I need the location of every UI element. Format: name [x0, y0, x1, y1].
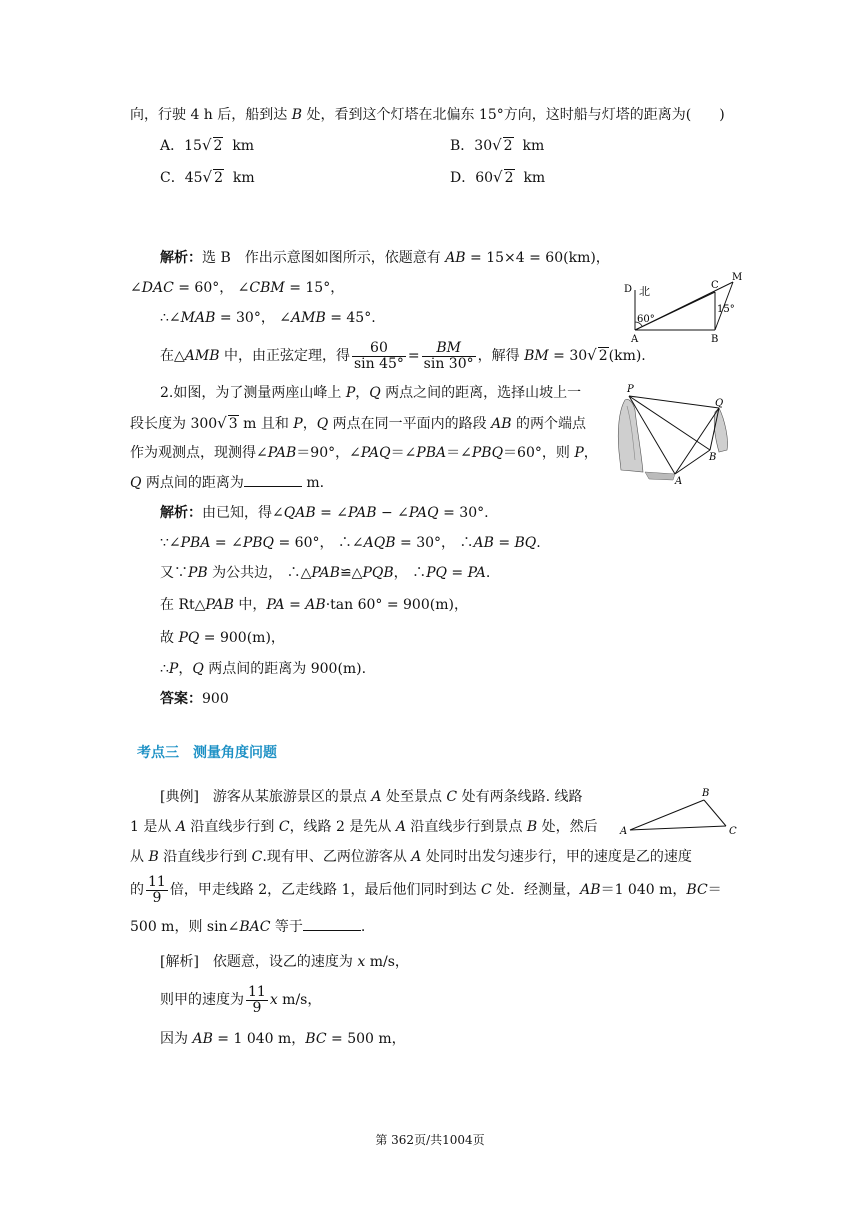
var: PAB: [311, 565, 340, 581]
option-text: B．30: [450, 138, 493, 154]
text: 选 B 作出示意图如图所示，依题意有: [202, 250, 446, 266]
var: BM: [524, 348, 549, 364]
numerator: 11: [248, 983, 266, 1000]
text: (km).: [608, 348, 646, 364]
var: AB: [473, 535, 494, 551]
text: ＝90°，∠: [296, 445, 361, 461]
sol1-line3: [160, 308, 376, 328]
sol3-line3: [160, 1029, 406, 1049]
ex-line5: [130, 917, 365, 937]
text: 处同时出发匀速步行，甲的速度是乙的速度: [421, 849, 692, 865]
label-q: Q: [715, 398, 724, 409]
denominator: 9: [152, 889, 162, 906]
text: =: [446, 565, 468, 581]
var: PAQ: [360, 445, 391, 461]
label-b: B: [711, 334, 719, 345]
numerator: 60: [352, 341, 406, 357]
label-c: C: [711, 280, 719, 291]
text: = 60°， ∠: [173, 280, 250, 296]
unit: km: [232, 138, 255, 154]
var: BC: [305, 1031, 327, 1047]
label-m: M: [732, 272, 743, 283]
q2-line4: [130, 473, 324, 493]
unit: km: [522, 138, 545, 154]
text: 依题意，设乙的速度为: [198, 954, 358, 970]
var: PBA: [180, 535, 211, 551]
text: .: [485, 565, 491, 581]
page-number: 第 362页/共1004页: [375, 1133, 485, 1147]
equals: =: [407, 348, 420, 364]
q1-line: [130, 105, 725, 125]
sol2-line3: [160, 563, 490, 583]
var: AQB: [363, 535, 396, 551]
text: = 1 040 m，: [212, 1031, 306, 1047]
var: BC: [686, 882, 708, 898]
text: = 45°.: [325, 310, 376, 326]
text: = 500 m，: [326, 1031, 406, 1047]
option-c: C．45√ 2 km: [160, 168, 255, 186]
text: 又∵: [160, 565, 188, 581]
text: 处．经测量，: [491, 882, 581, 898]
text: 处至景点: [381, 789, 447, 805]
var: Q: [369, 385, 381, 401]
section-title: 考点三 测量角度问题: [137, 745, 277, 761]
var: P: [168, 661, 179, 677]
text: ＝60°，则: [503, 445, 575, 461]
var: C: [251, 849, 263, 865]
text: = 30°， ∠: [215, 310, 292, 326]
var: PBA: [416, 445, 447, 461]
text: 倍，甲走线路 2，乙走线路 1，最后他们同时到达: [169, 882, 481, 898]
text: 则甲的速度为: [160, 992, 244, 1008]
denominator: 9: [252, 999, 262, 1016]
var: PAB: [267, 445, 297, 461]
text: ＝∠: [390, 445, 417, 461]
figure-mountains: [615, 380, 745, 488]
denominator: sin 45°: [353, 355, 404, 372]
var: x: [357, 954, 366, 970]
label-angle-60: 60°: [637, 314, 655, 325]
denominator: sin 30°: [423, 355, 474, 372]
var: P: [293, 416, 303, 432]
ex-line3: [130, 847, 692, 867]
label-b: B: [709, 452, 717, 463]
var: PAQ: [408, 505, 439, 521]
var: AB: [192, 1031, 213, 1047]
var: C: [446, 789, 458, 805]
text: ＝∠: [446, 445, 472, 461]
text: = 60°， ∴∠: [274, 535, 364, 551]
text: ，: [178, 661, 193, 677]
q2-line3: [130, 443, 598, 463]
var: BAC: [239, 919, 271, 935]
label-b: B: [702, 788, 710, 799]
text: ∵∠: [160, 535, 181, 551]
radicand: 3: [228, 416, 238, 432]
figure-triangle-abc: [618, 786, 746, 842]
text: 沿直线步行到: [185, 819, 279, 835]
text: 因为: [160, 1031, 193, 1047]
var: AB: [580, 882, 601, 898]
text: ＝1 040 m，: [600, 882, 687, 898]
radicand: 2: [213, 138, 223, 154]
text: m/s，: [277, 992, 322, 1008]
var: P: [574, 445, 584, 461]
label-a: A: [620, 826, 628, 837]
text: .: [360, 919, 366, 935]
var: B: [526, 819, 538, 835]
radicand: 2: [214, 170, 224, 186]
option-b: B．30√ 2 km: [450, 136, 545, 154]
numerator: 11: [148, 873, 166, 890]
var: C: [481, 882, 492, 898]
var: PQ: [426, 565, 447, 581]
radicand: 2: [504, 170, 514, 186]
option-d: D．60√ 2 km: [450, 168, 546, 186]
var: PBQ: [471, 445, 504, 461]
label-a: A: [675, 476, 683, 487]
text: =: [284, 597, 306, 613]
text: = 30°.: [438, 505, 489, 521]
var: Q: [192, 661, 204, 677]
var: B: [148, 849, 159, 865]
var: AB: [491, 416, 512, 432]
label-d: D: [624, 284, 633, 295]
label-c: C: [729, 826, 737, 837]
sol3-line2: [160, 983, 321, 1017]
var: PB: [188, 565, 208, 581]
text: 从: [130, 849, 149, 865]
text: =: [493, 535, 515, 551]
text: 为公共边， ∴△: [207, 565, 312, 581]
sol2-line1: [160, 503, 489, 523]
text: ，: [583, 445, 598, 461]
text: = 15°，: [284, 280, 345, 296]
text: ，: [302, 416, 317, 432]
option-text: C．45: [160, 170, 203, 186]
text: 两点间的距离为 900(m).: [203, 661, 367, 677]
figure-lighthouse: [615, 268, 755, 348]
radicand: 2: [598, 348, 608, 364]
var: C: [278, 819, 290, 835]
var: DAC: [141, 280, 174, 296]
var: Q: [130, 475, 142, 491]
text: ∴: [160, 661, 169, 677]
text: 处有两条线路. 线路: [457, 789, 583, 805]
text: 两点间的距离为: [141, 475, 244, 491]
text: [典例] 游客从某旅游景区的景点: [160, 789, 372, 805]
solution-label: 解析：: [160, 250, 202, 266]
var: PQ: [178, 630, 200, 646]
var: A: [371, 789, 382, 805]
var: PQB: [362, 565, 394, 581]
text: 沿直线步行到: [158, 849, 252, 865]
var-b: B: [291, 107, 303, 123]
text: 500 m，则 sin∠: [130, 919, 240, 935]
text: ，线路 2 是先从: [289, 819, 396, 835]
sol2-line2: [160, 533, 541, 553]
label-angle-15: 15°: [717, 304, 735, 315]
text: 在 Rt△: [160, 597, 206, 613]
sol2-line5: [160, 628, 285, 648]
text: 中，由正弦定理，得: [219, 348, 350, 364]
text: 两点之间的距离，选择山坡上一: [380, 385, 582, 401]
fraction: [146, 875, 168, 906]
var: P: [345, 385, 356, 401]
text: m 且和: [238, 416, 294, 432]
text: ≌△: [339, 565, 363, 581]
text: 故: [160, 630, 179, 646]
radicand: 2: [503, 138, 513, 154]
label-p: P: [627, 384, 634, 395]
sol2-answer: [160, 689, 229, 709]
var: x: [269, 992, 278, 1008]
option-text: A．15: [160, 138, 202, 154]
numerator: BM: [422, 341, 476, 357]
text: 由已知，得∠: [202, 505, 284, 521]
ex-line2: [130, 817, 598, 837]
option-text: D．60: [450, 170, 494, 186]
var: AB: [445, 250, 466, 266]
var: A: [411, 849, 422, 865]
text: 的: [130, 882, 144, 898]
sol1-line1: [160, 248, 610, 268]
var: QAB: [283, 505, 316, 521]
text: m/s，: [365, 954, 409, 970]
var: PAB: [205, 597, 234, 613]
text: = 30°， ∴: [395, 535, 474, 551]
text: = ∠: [315, 505, 348, 521]
var: PA: [266, 597, 285, 613]
sol1-line2: [130, 278, 344, 298]
solution-label: [解析]: [160, 954, 199, 970]
text: 段长度为 300: [130, 416, 218, 432]
var: BQ: [514, 535, 537, 551]
answer-label: 答案：: [160, 691, 202, 707]
sol2-line4: [160, 595, 468, 615]
answer-blank: [244, 474, 302, 487]
var: PA: [467, 565, 486, 581]
text: 处，然后: [537, 819, 598, 835]
text: 作为观测点，现测得∠: [130, 445, 268, 461]
label-north: 北: [639, 285, 650, 298]
var: Q: [316, 416, 329, 432]
q2-line1: [160, 383, 581, 403]
var: AMB: [291, 310, 326, 326]
text: − ∠: [376, 505, 409, 521]
text: 的两个端点: [511, 416, 586, 432]
var: CBM: [249, 280, 285, 296]
text: .现有甲、乙两位游客从: [262, 849, 412, 865]
text: 在△: [160, 348, 185, 364]
text: = 900(m)，: [199, 630, 285, 646]
option-a: A．15√ 2 km: [160, 136, 255, 154]
solution-label: 解析：: [160, 505, 202, 521]
fraction: [352, 341, 406, 372]
text: ， ∴: [393, 565, 427, 581]
fraction: [422, 341, 476, 372]
text: = 30: [548, 348, 588, 364]
text: ∠: [130, 280, 142, 296]
unit: km: [523, 170, 546, 186]
text: 1 是从: [130, 819, 176, 835]
ex-line4: [130, 873, 722, 907]
text: 2.如图，为了测量两座山峰上: [160, 385, 346, 401]
unit: km: [232, 170, 255, 186]
text: ，解得: [477, 348, 525, 364]
var: PAB: [348, 505, 377, 521]
var: AB: [305, 597, 326, 613]
label-a: A: [631, 334, 639, 345]
answer-value: 900: [202, 691, 229, 707]
text: 两点在同一平面内的路段: [328, 416, 492, 432]
answer-blank: [303, 918, 361, 931]
sol3-line1: [160, 952, 409, 972]
var: A: [395, 819, 406, 835]
text: = 15×4 = 60(km)，: [465, 250, 610, 266]
text: 处，看到这个灯塔在北偏东 15°方向，这时船与灯塔的距离为( ): [302, 107, 725, 123]
var: PBQ: [242, 535, 275, 551]
text: 向，行驶 4 h 后，船到达: [130, 107, 292, 123]
ex-line1: [160, 787, 582, 807]
text: ＝: [707, 882, 722, 898]
text: .: [536, 535, 541, 551]
text: 中，: [233, 597, 267, 613]
text: ·tan 60° = 900(m)，: [325, 597, 468, 613]
var: MAB: [180, 310, 216, 326]
text: ∴∠: [160, 310, 181, 326]
q2-line2: 段长度为 300√ 3 m 且和 P，Q 两点在同一平面内的路段 AB 的两个端点: [130, 414, 586, 432]
text: m.: [301, 475, 325, 491]
text: ，: [355, 385, 370, 401]
text: 等于: [270, 919, 303, 935]
var: AMB: [184, 348, 220, 364]
text: 沿直线步行到景点: [405, 819, 527, 835]
sol1-line4: 在△AMB 中，由正弦定理，得 $\frac{60}{\sin 45^\circ}$ = $\frac{BM}{\sin 30^\circ}$ ，解得 BM = 30√ 2(km).: [160, 339, 646, 372]
sol2-line6: [160, 659, 366, 679]
fraction: [246, 985, 268, 1016]
var: A: [175, 819, 186, 835]
text: = ∠: [210, 535, 243, 551]
